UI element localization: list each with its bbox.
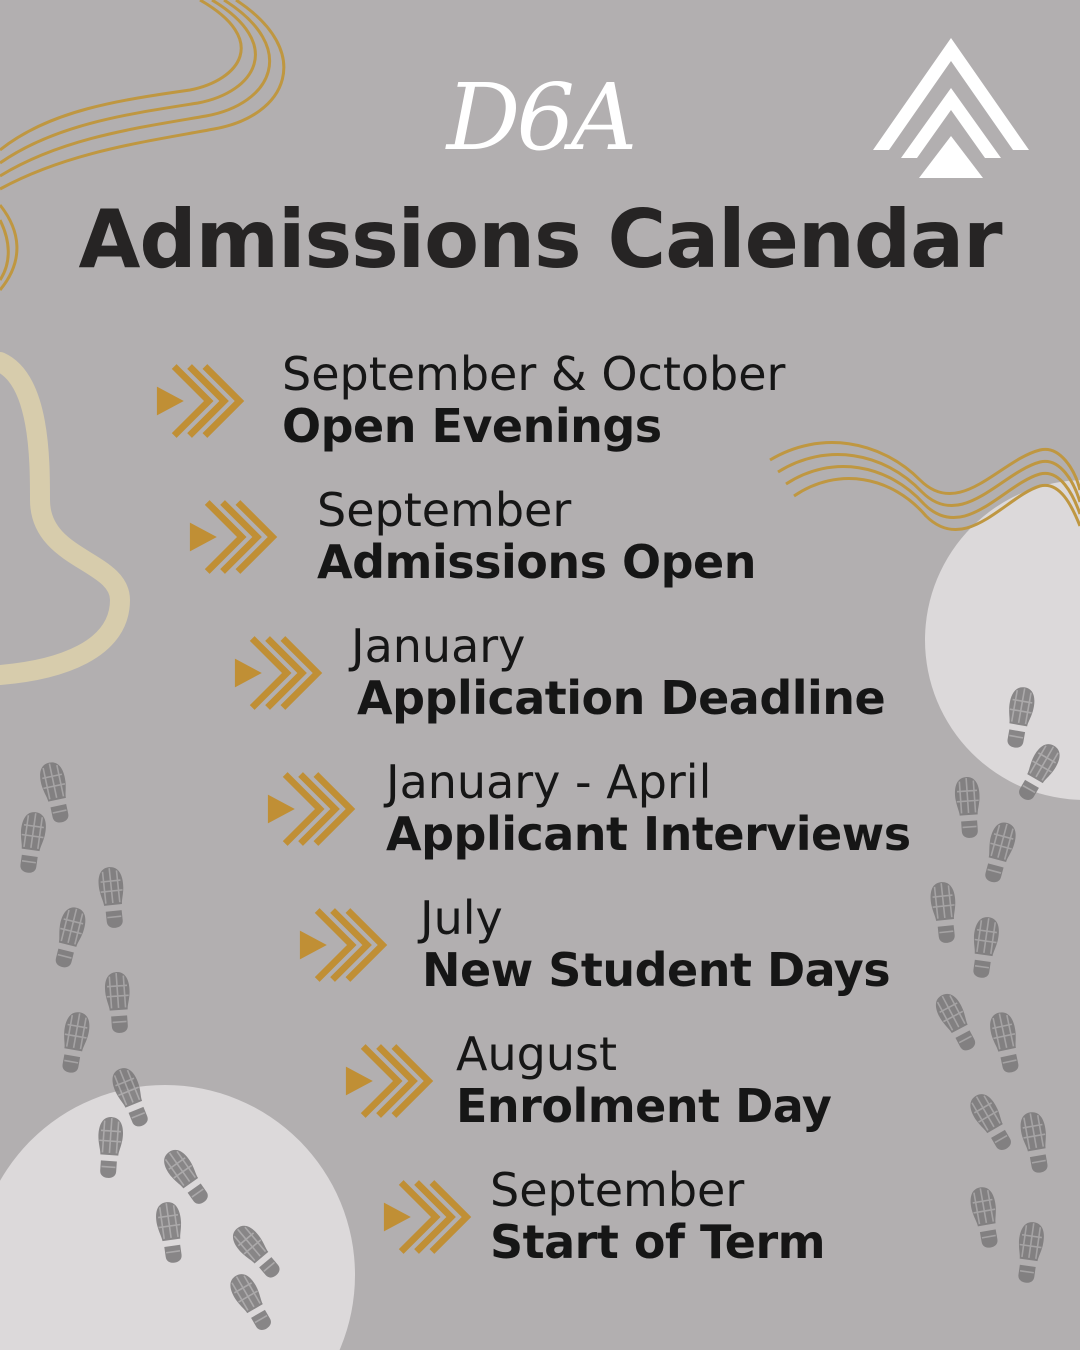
stacked-chevron-triangle-icon xyxy=(873,38,1029,182)
triple-chevron-arrow-icon xyxy=(155,353,251,449)
footprints-right xyxy=(929,685,1065,1284)
event-date: September xyxy=(490,1163,745,1217)
event-date: July xyxy=(420,891,503,945)
triple-chevron-arrow-icon xyxy=(382,1169,478,1265)
event-title: Enrolment Day xyxy=(456,1079,832,1133)
event-date: August xyxy=(456,1027,617,1081)
event-title: Admissions Open xyxy=(317,535,756,589)
event-title: New Student Days xyxy=(422,943,891,997)
decor-squiggle-beige xyxy=(0,362,120,675)
event-date: January xyxy=(351,619,526,673)
triple-chevron-arrow-icon xyxy=(344,1033,440,1129)
event-title: Application Deadline xyxy=(357,671,886,725)
event-title: Open Evenings xyxy=(282,399,662,453)
triple-chevron-arrow-icon xyxy=(188,489,284,585)
event-date: January - April xyxy=(386,755,712,809)
event-title: Applicant Interviews xyxy=(386,807,911,861)
event-date: September xyxy=(317,483,572,537)
school-logo-text: D6A xyxy=(446,64,634,171)
triple-chevron-arrow-icon xyxy=(266,761,362,857)
triple-chevron-arrow-icon xyxy=(233,625,329,721)
event-title: Start of Term xyxy=(490,1215,826,1269)
page-title: Admissions Calendar xyxy=(78,193,1002,286)
triple-chevron-arrow-icon xyxy=(298,897,394,993)
event-date: September & October xyxy=(282,347,786,401)
